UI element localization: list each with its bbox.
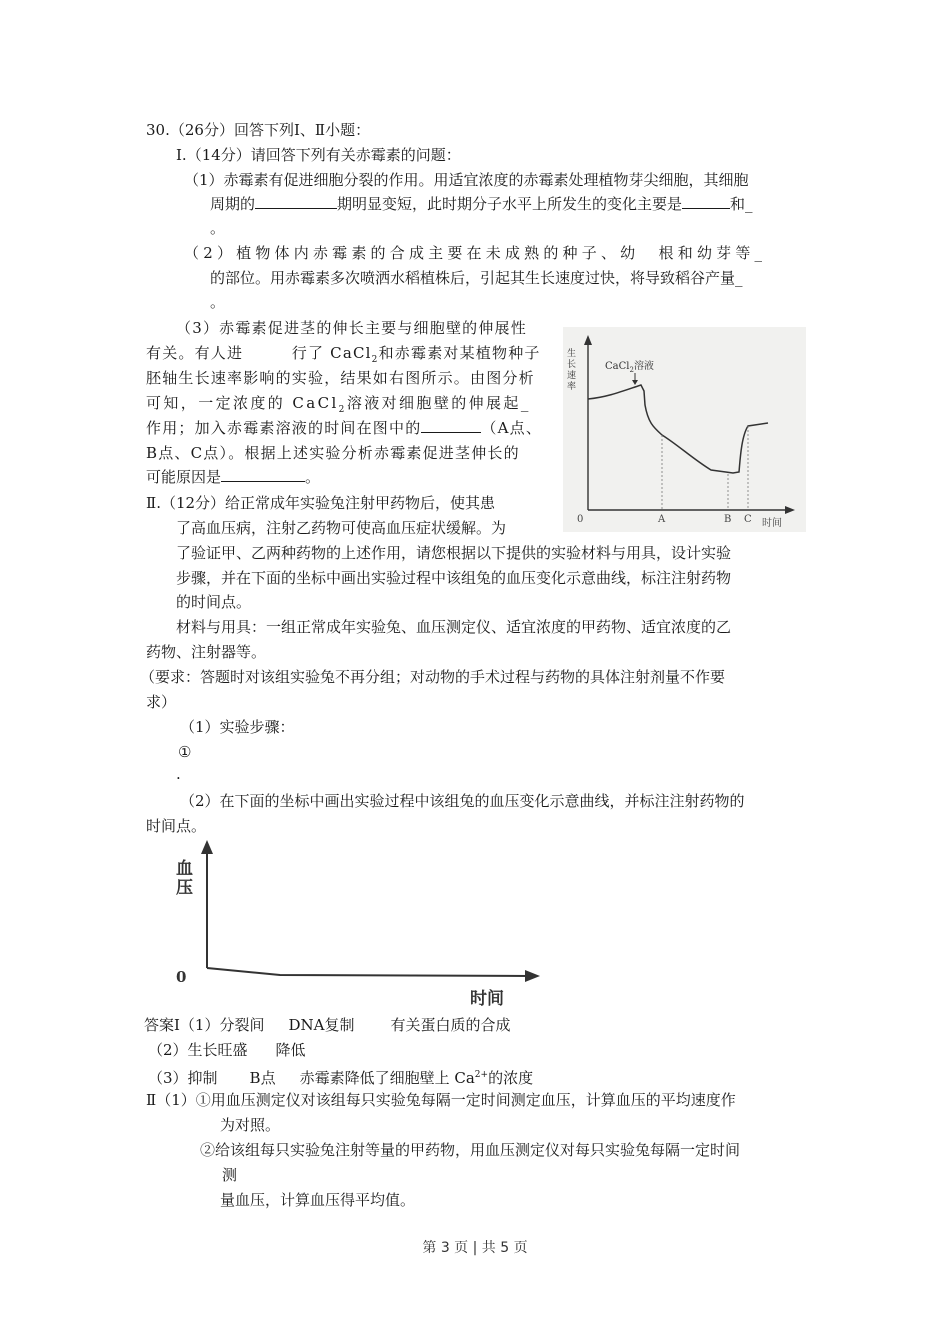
text-fragment: 。: [305, 468, 321, 486]
answer-part1-q3: [148, 1065, 533, 1088]
origin-label: 0: [577, 514, 584, 525]
part2-requirements-line1: （要求：答题时对该组实验兔不再分组；对动物的手术过程与药物的具体注射剂量不作要: [140, 668, 726, 686]
text-fragment: （3）抑制: [148, 1069, 218, 1087]
part2-materials-line1: 材料与用具：一组正常成年实验兔、血压测定仪、适宜浓度的甲药物、适宜浓度的乙: [176, 618, 732, 636]
part2-q2-line2: 时间点。: [146, 817, 207, 835]
answer-blank[interactable]: [421, 418, 481, 433]
part1-q2-line3: 。: [210, 293, 226, 311]
part2-line1: Ⅱ.（12分）给正常成年实验兔注射甲药物后，使其患: [146, 494, 496, 512]
answer-blank[interactable]: [255, 194, 337, 209]
ylabel-char: 生: [567, 349, 577, 359]
ylabel-char: 血: [176, 859, 193, 879]
x-axis-label: 时间: [470, 989, 504, 1009]
answer-blank[interactable]: [682, 194, 730, 209]
ylabel-char: 率: [567, 382, 577, 392]
part2-line3: 了验证甲、乙两种药物的上述作用，请您根据以下提供的实验材料与用具，设计实验: [176, 544, 732, 562]
tick-c: C: [744, 514, 752, 525]
question-header: 30.（26分）回答下列Ⅰ、Ⅱ小题：: [146, 121, 371, 139]
answer-part2-step2-line3: 量血压，计算血压得平均值。: [220, 1191, 416, 1209]
part2-line2: 了高血压病，注射乙药物可使高血压症状缓解。为: [176, 519, 507, 537]
origin-label: 0: [176, 968, 187, 986]
part1-q1-line2: [210, 194, 753, 214]
ylabel-char: 长: [567, 360, 577, 370]
part1-title: Ⅰ.（14分）请回答下列有关赤霉素的问题：: [176, 146, 461, 164]
part2-line4: 步骤，并在下面的坐标中画出实验过程中该组兔的血压变化示意曲线，标注注射药物: [176, 569, 732, 587]
part1-q3-line5: [146, 418, 542, 438]
text-fragment: 降低: [275, 1041, 306, 1059]
text-fragment: CaCl: [605, 361, 630, 372]
text-fragment: （2）生长旺盛: [148, 1041, 248, 1059]
part2-q2-line1: （2）在下面的坐标中画出实验过程中该组兔的血压变化示意曲线，并标注注射药物的: [180, 792, 745, 810]
part2-requirements-line2: 求）: [146, 693, 177, 711]
blood-pressure-axes[interactable]: [170, 838, 550, 1008]
subscript: 2: [371, 355, 379, 365]
answer-part1-q2: [148, 1040, 306, 1060]
text-fragment: 可能原因是: [146, 468, 222, 486]
answer-blank[interactable]: [221, 467, 305, 482]
text-fragment: 的浓度: [488, 1069, 534, 1087]
growth-rate-chart: [563, 327, 806, 532]
text-fragment: 和_: [730, 195, 753, 213]
cacl2-annotation: [605, 357, 654, 374]
part1-q3-line4: [146, 393, 531, 420]
part1-q3-line2: [146, 343, 541, 370]
answer-part2-step2-line2: 测: [222, 1166, 238, 1184]
ylabel-char: 速: [567, 371, 577, 381]
text-fragment: DNA复制: [288, 1016, 355, 1034]
answer-part2-step1-line1: Ⅱ（1）①用血压测定仪对该组每只实验兔每隔一定时间测定血压，计算血压的平均速度作: [146, 1091, 736, 1109]
part1-q3-line1: （3）赤霉素促进茎的伸长主要与细胞壁的伸展性: [176, 319, 527, 337]
text-fragment: 答案Ⅰ（1）分裂间: [144, 1016, 265, 1034]
answer-part2-step1-line2: 为对照。: [220, 1116, 281, 1134]
text-fragment: （A点、: [481, 419, 543, 437]
text-fragment: 周期的: [210, 195, 256, 213]
part2-materials-line2: 药物、注射器等。: [146, 643, 267, 661]
text-fragment: 和赤霉素对某植物种子: [378, 344, 541, 362]
subscript: 2: [338, 405, 347, 415]
subscript: 2: [629, 366, 634, 374]
step1-marker: ①: [178, 743, 192, 761]
page-footer: 第 3 页 | 共 5 页: [422, 1240, 528, 1256]
x-axis-label: 时间: [762, 518, 782, 529]
text-fragment: 有关蛋白质的合成: [390, 1016, 511, 1034]
text-fragment: B点: [249, 1069, 276, 1087]
text-fragment: 溶液对细胞壁的伸展起_: [346, 394, 531, 412]
part1-q1-line3: 。: [210, 219, 226, 237]
text-fragment: 期明显变短，此时期分子水平上所发生的变化主要是: [337, 195, 683, 213]
text-fragment: 有关。有人进 行了 CaCl: [146, 344, 372, 362]
ylabel-char: 压: [176, 878, 193, 898]
tick-b: B: [724, 514, 732, 525]
text-fragment: 赤霉素降低了细胞壁上 Ca: [299, 1069, 475, 1087]
text-fragment: 作用；加入赤霉素溶液的时间在图中的: [146, 419, 422, 437]
superscript: 2+: [474, 1070, 489, 1080]
growth-rate-figure: [563, 327, 806, 532]
tick-a: A: [658, 514, 666, 525]
answer-part2-step2-line1: ②给该组每只实验兔注射等量的甲药物，用血压测定仪对每只实验兔每隔一定时间: [200, 1141, 741, 1159]
part1-q3-line6: B点、C点）。根据上述实验分析赤霉素促进茎伸长的: [146, 444, 520, 462]
answer-part1-q1: [144, 1015, 510, 1035]
blood-pressure-chart: [170, 838, 550, 1008]
part1-q3-line7: [146, 467, 320, 487]
part1-q2-line1: （2）植物体内赤霉素的合成主要在未成熟的种子、幼 根和幼芽等_: [184, 244, 767, 262]
text-fragment: 可知，一定浓度的 CaCl: [146, 394, 339, 412]
part2-steps-title: （1）实验步骤：: [180, 718, 295, 736]
text-fragment: 溶液: [633, 361, 654, 372]
step-dot: .: [176, 765, 181, 783]
part1-q1-line1: （1）赤霉素有促进细胞分裂的作用。用适宜浓度的赤霉素处理植物芽尖细胞，其细胞: [184, 171, 749, 189]
part2-line5: 的时间点。: [176, 593, 252, 611]
part1-q3-line3: 胚轴生长速率影响的实验，结果如右图所示。由图分析: [146, 369, 535, 387]
part1-q2-line2: 的部位。用赤霉素多次喷洒水稻植株后，引起其生长速度过快，将导致稻谷产量_: [210, 269, 743, 287]
